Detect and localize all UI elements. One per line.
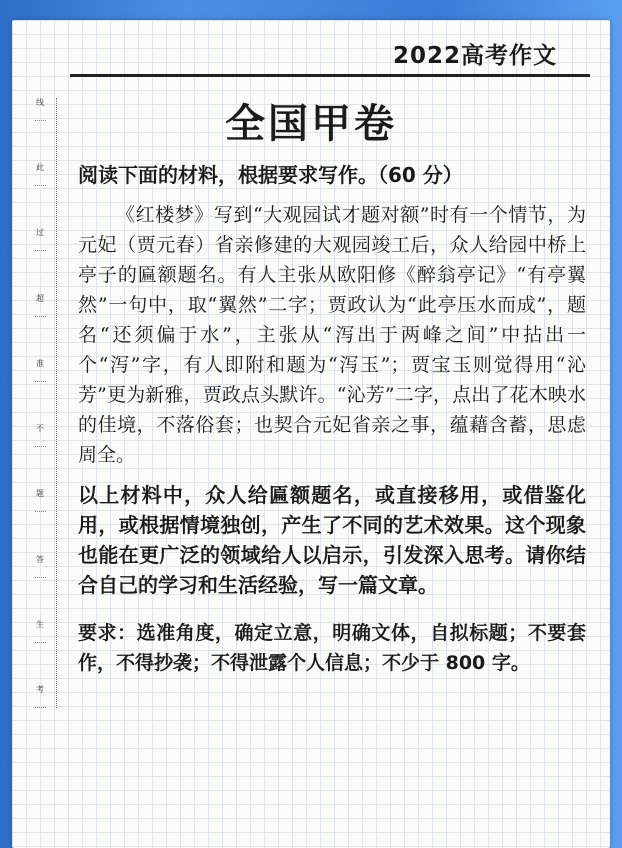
writing-prompt: 阅读下面的材料，根据要求写作。（60 分） (78, 163, 463, 187)
writing-task: 以上材料中，众人给匾额题名，或直接移用，或借鉴化用，或根据情境独创，产生了不同的艺术效果。这个现象也能在更广泛的领域给人以启示，引发深入思考。请你结合自己的学习和生活经验，写一篇文章。 (78, 483, 586, 597)
binding-char: 题 (35, 489, 46, 512)
exam-paper (12, 20, 610, 848)
header-tag: 2022高考作文 (392, 42, 557, 69)
binding-strip (28, 98, 52, 708)
binding-char: 考 (35, 685, 46, 708)
question-body (78, 160, 586, 678)
writing-requirements: 要求：选准角度，确定立意，明确文体，自拟标题；不要套作，不得抄袭；不得泄露个人信息；不少于 800 字。 (78, 622, 586, 674)
header-divider (70, 74, 590, 77)
binding-char: 过 (35, 228, 46, 251)
binding-char: 超 (35, 294, 46, 317)
reading-material: 《红楼梦》写到“大观园试才题对额”时有一个情节，为元妃（贾元春）省亲修建的大观园竣工后，众人给园中桥上亭子的匾额题名。有人主张从欧阳修《醉翁亭记》“有亭翼然”一句中，取“翼然”二字；贾政认为“此亭压水而成”，题名“还须偏于水”，主张从“泻出于两峰之间”中拈出一个“泻”字，有人即附和题为“泻玉”；贾宝玉则觉得用“沁芳”更为新雅，贾政点头默许。“沁芳”二字，点出了花木映水的佳境，不落俗套；也契合元妃省亲之事，蕴藉含蓄，思虑周全。 (78, 204, 586, 466)
binding-char: 答 (35, 555, 46, 578)
binding-line (56, 98, 57, 708)
binding-char: 生 (35, 620, 46, 643)
binding-char: 此 (35, 163, 46, 186)
page-title: 全国甲卷 (225, 101, 397, 147)
binding-char: 线 (35, 98, 46, 121)
binding-char: 准 (35, 359, 46, 382)
binding-char: 不 (35, 424, 46, 447)
